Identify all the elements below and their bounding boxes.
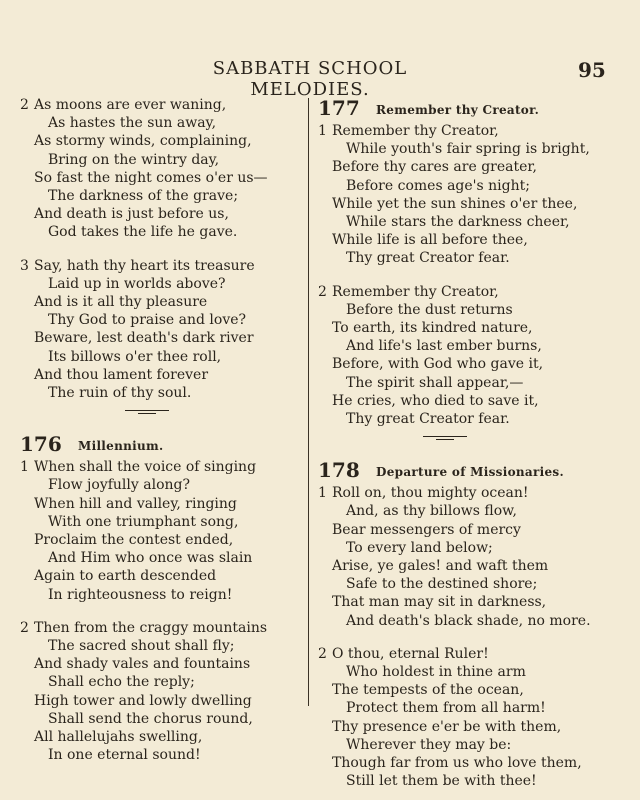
verse-line [20, 619, 305, 637]
verse-line-text: Thy God to praise and love? [48, 312, 247, 329]
verse-line-text: To earth, its kindred nature, [332, 320, 533, 337]
verse-line-text: Flow joyfully along? [48, 477, 190, 494]
verse-line-text: In righteousness to reign! [48, 586, 233, 603]
verse-line [318, 502, 618, 520]
verse-line [318, 140, 618, 158]
separator-rule [138, 413, 156, 414]
verse-line-text: Still let them be with thee! [346, 773, 537, 790]
verse-line [20, 348, 305, 366]
verse-line-text: And life's last ember burns, [346, 338, 542, 355]
page-number: 95 [578, 58, 606, 82]
separator-rule [125, 410, 169, 411]
verse-line-text: And thou lament forever [34, 366, 209, 383]
verse-line [20, 329, 305, 347]
hymn-heading [20, 432, 305, 458]
verse-line-text: Before thy cares are greater, [332, 159, 537, 176]
verse-line-text: Though far from us who love them, [332, 755, 582, 772]
verse-line [318, 772, 618, 790]
verse-line-text: When shall the voice of singing [34, 459, 257, 476]
verse-line [318, 249, 618, 267]
verse-line-text: Proclaim the contest ended, [34, 532, 234, 549]
stanza [318, 645, 618, 791]
verse-line [20, 223, 305, 241]
stanza-number: 3 [20, 257, 29, 274]
stanza [20, 96, 305, 242]
verse-line [318, 645, 618, 663]
verse-line [318, 681, 618, 699]
verse-line-text: Safe to the destined shore; [346, 576, 538, 593]
verse-line-text: Shall send the chorus round, [48, 710, 253, 727]
verse-line-text: He cries, who died to save it, [332, 392, 539, 409]
verse-line-text: And, as thy billows flow, [346, 503, 517, 520]
verse-line-text: And is it all thy pleasure [34, 294, 208, 311]
hymn-separator [318, 428, 618, 450]
hymn-heading [318, 96, 618, 122]
verse-line [20, 567, 305, 585]
verse-line-text: So fast the night comes o'er us— [34, 169, 268, 186]
verse-line-text: While youth's fair spring is bright, [346, 141, 590, 158]
verse-line-text: Protect them from all harm! [346, 700, 546, 717]
verse-line [318, 213, 618, 231]
verse-line-text: The darkness of the grave; [48, 188, 239, 205]
hymn-title: Departure of Missionaries. [376, 465, 564, 480]
separator-rule [423, 436, 467, 437]
verse-line-text: Before comes age's night; [346, 177, 530, 194]
verse-line-text: Laid up in worlds above? [48, 275, 226, 292]
verse-line-text: The ruin of thy soul. [48, 385, 192, 402]
verse-line [318, 158, 618, 176]
verse-line-text: And death is just before us, [34, 206, 229, 223]
verse-line [318, 392, 618, 410]
stanza-number: 1 [318, 123, 327, 139]
verse-line-text: The tempests of the ocean, [332, 682, 524, 699]
verse-line [20, 169, 305, 187]
verse-line-text: Bring on the wintry day, [48, 151, 220, 168]
verse-line [20, 257, 305, 275]
verse-line [318, 177, 618, 195]
verse-line [20, 495, 305, 513]
verse-line [20, 114, 305, 132]
hymn-number: 176 [20, 432, 62, 457]
verse-line [318, 663, 618, 681]
left-column [20, 96, 305, 765]
stanza [20, 257, 305, 403]
verse-line-text: Wherever they may be: [346, 736, 512, 753]
verse-line [20, 275, 305, 293]
verse-line [318, 754, 618, 772]
verse-line-text: Shall echo the reply; [48, 674, 195, 691]
verse-line [20, 366, 305, 384]
verse-line [318, 539, 618, 557]
running-title: SABBATH SCHOOL MELODIES. [212, 58, 408, 100]
verse-line [318, 301, 618, 319]
stanza-number: 2 [20, 619, 29, 636]
verse-line [318, 575, 618, 593]
verse-line [20, 96, 305, 114]
verse-line-text: Who holdest in thine arm [346, 664, 526, 681]
verse-line [318, 699, 618, 717]
verse-line-text: Beware, lest death's dark river [34, 330, 254, 347]
verse-line [318, 410, 618, 428]
verse-line [20, 655, 305, 673]
separator-rule [436, 439, 454, 440]
verse-line [318, 484, 618, 502]
verse-line-text: Say, hath thy heart its treasure [34, 257, 255, 274]
verse-line [318, 355, 618, 373]
right-column [318, 96, 618, 791]
verse-line-text: Bear messengers of mercy [332, 521, 521, 538]
verse-line [318, 736, 618, 754]
verse-line [318, 521, 618, 539]
verse-line-text: When hill and valley, ringing [34, 495, 237, 512]
verse-line [318, 283, 618, 301]
verse-line [318, 337, 618, 355]
verse-line [20, 673, 305, 691]
stanza [318, 484, 618, 630]
verse-line [20, 293, 305, 311]
stanza-gap [20, 604, 305, 619]
stanza-number: 2 [318, 283, 327, 300]
verse-line-text: That man may sit in darkness, [332, 594, 547, 611]
stanza-number: 2 [20, 97, 29, 113]
stanza-gap [318, 268, 618, 283]
stanza [20, 458, 305, 604]
verse-line-text: And Him who once was slain [48, 550, 253, 567]
verse-line [20, 637, 305, 655]
stanza-number: 2 [318, 645, 327, 662]
verse-line [20, 187, 305, 205]
verse-line [318, 122, 618, 140]
hymn-heading [318, 458, 618, 484]
verse-line [318, 319, 618, 337]
verse-line-text: As stormy winds, complaining, [34, 133, 252, 150]
verse-line [318, 718, 618, 736]
verse-line-text: As moons are ever waning, [34, 97, 227, 113]
hymn-number: 178 [318, 458, 360, 483]
verse-line [20, 728, 305, 746]
verse-line [20, 692, 305, 710]
verse-line-text: Before, with God who gave it, [332, 356, 544, 373]
verse-line [20, 549, 305, 567]
verse-line-text: High tower and lowly dwelling [34, 692, 252, 709]
verse-line [20, 384, 305, 402]
verse-line-text: And shady vales and fountains [34, 656, 251, 673]
verse-line-text: Before the dust returns [346, 301, 513, 318]
hymn-title: Millennium. [78, 439, 164, 454]
verse-line-text: Again to earth descended [34, 568, 217, 585]
verse-line-text: In one eternal sound! [48, 747, 201, 764]
stanza [318, 122, 618, 268]
verse-line-text: O thou, eternal Ruler! [332, 645, 489, 662]
verse-line [318, 374, 618, 392]
verse-line [20, 513, 305, 531]
verse-line-text: As hastes the sun away, [48, 115, 217, 132]
verse-line-text: Remember thy Creator, [332, 283, 499, 300]
verse-line [20, 746, 305, 764]
stanza-gap [318, 630, 618, 645]
verse-line-text: All hallelujahs swelling, [34, 729, 203, 746]
verse-line-text: Then from the craggy mountains [34, 619, 268, 636]
verse-line-text: While life is all before thee, [332, 232, 528, 249]
column-divider [308, 98, 309, 706]
verse-line [20, 311, 305, 329]
stanza [20, 619, 305, 765]
verse-line-text: God takes the life he gave. [48, 224, 238, 241]
verse-line-text: Arise, ye gales! and waft them [332, 558, 549, 575]
stanza-number: 1 [20, 459, 29, 476]
verse-line [318, 231, 618, 249]
verse-line-text: To every land below; [346, 539, 493, 556]
verse-line-text: Thy great Creator fear. [346, 250, 510, 267]
verse-line [20, 132, 305, 150]
verse-line-text: Its billows o'er thee roll, [48, 348, 222, 365]
verse-line-text: Roll on, thou mighty ocean! [332, 485, 529, 502]
verse-line [20, 710, 305, 728]
page-header [0, 58, 640, 100]
verse-line [20, 151, 305, 169]
stanza-gap [20, 242, 305, 257]
verse-line-text: And death's black shade, no more. [346, 612, 591, 629]
verse-line [20, 586, 305, 604]
hymn-separator [20, 402, 305, 424]
stanza-number: 1 [318, 485, 327, 502]
verse-line-text: With one triumphant song, [48, 513, 239, 530]
verse-line-text: The sacred shout shall fly; [48, 638, 235, 655]
verse-line-text: Remember thy Creator, [332, 123, 499, 139]
verse-line [318, 195, 618, 213]
verse-line-text: While yet the sun shines o'er thee, [332, 195, 578, 212]
verse-line-text: Thy presence e'er be with them, [332, 718, 562, 735]
verse-line [20, 531, 305, 549]
verse-line [20, 205, 305, 223]
verse-line [20, 458, 305, 476]
verse-line [318, 593, 618, 611]
verse-line [20, 476, 305, 494]
verse-line-text: Thy great Creator fear. [346, 411, 510, 428]
stanza [318, 283, 618, 429]
verse-line [318, 557, 618, 575]
hymn-number: 177 [318, 96, 360, 120]
verse-line-text: While stars the darkness cheer, [346, 214, 570, 231]
verse-line [318, 612, 618, 630]
verse-line-text: The spirit shall appear,— [346, 374, 524, 391]
hymn-title: Remember thy Creator. [376, 103, 540, 117]
